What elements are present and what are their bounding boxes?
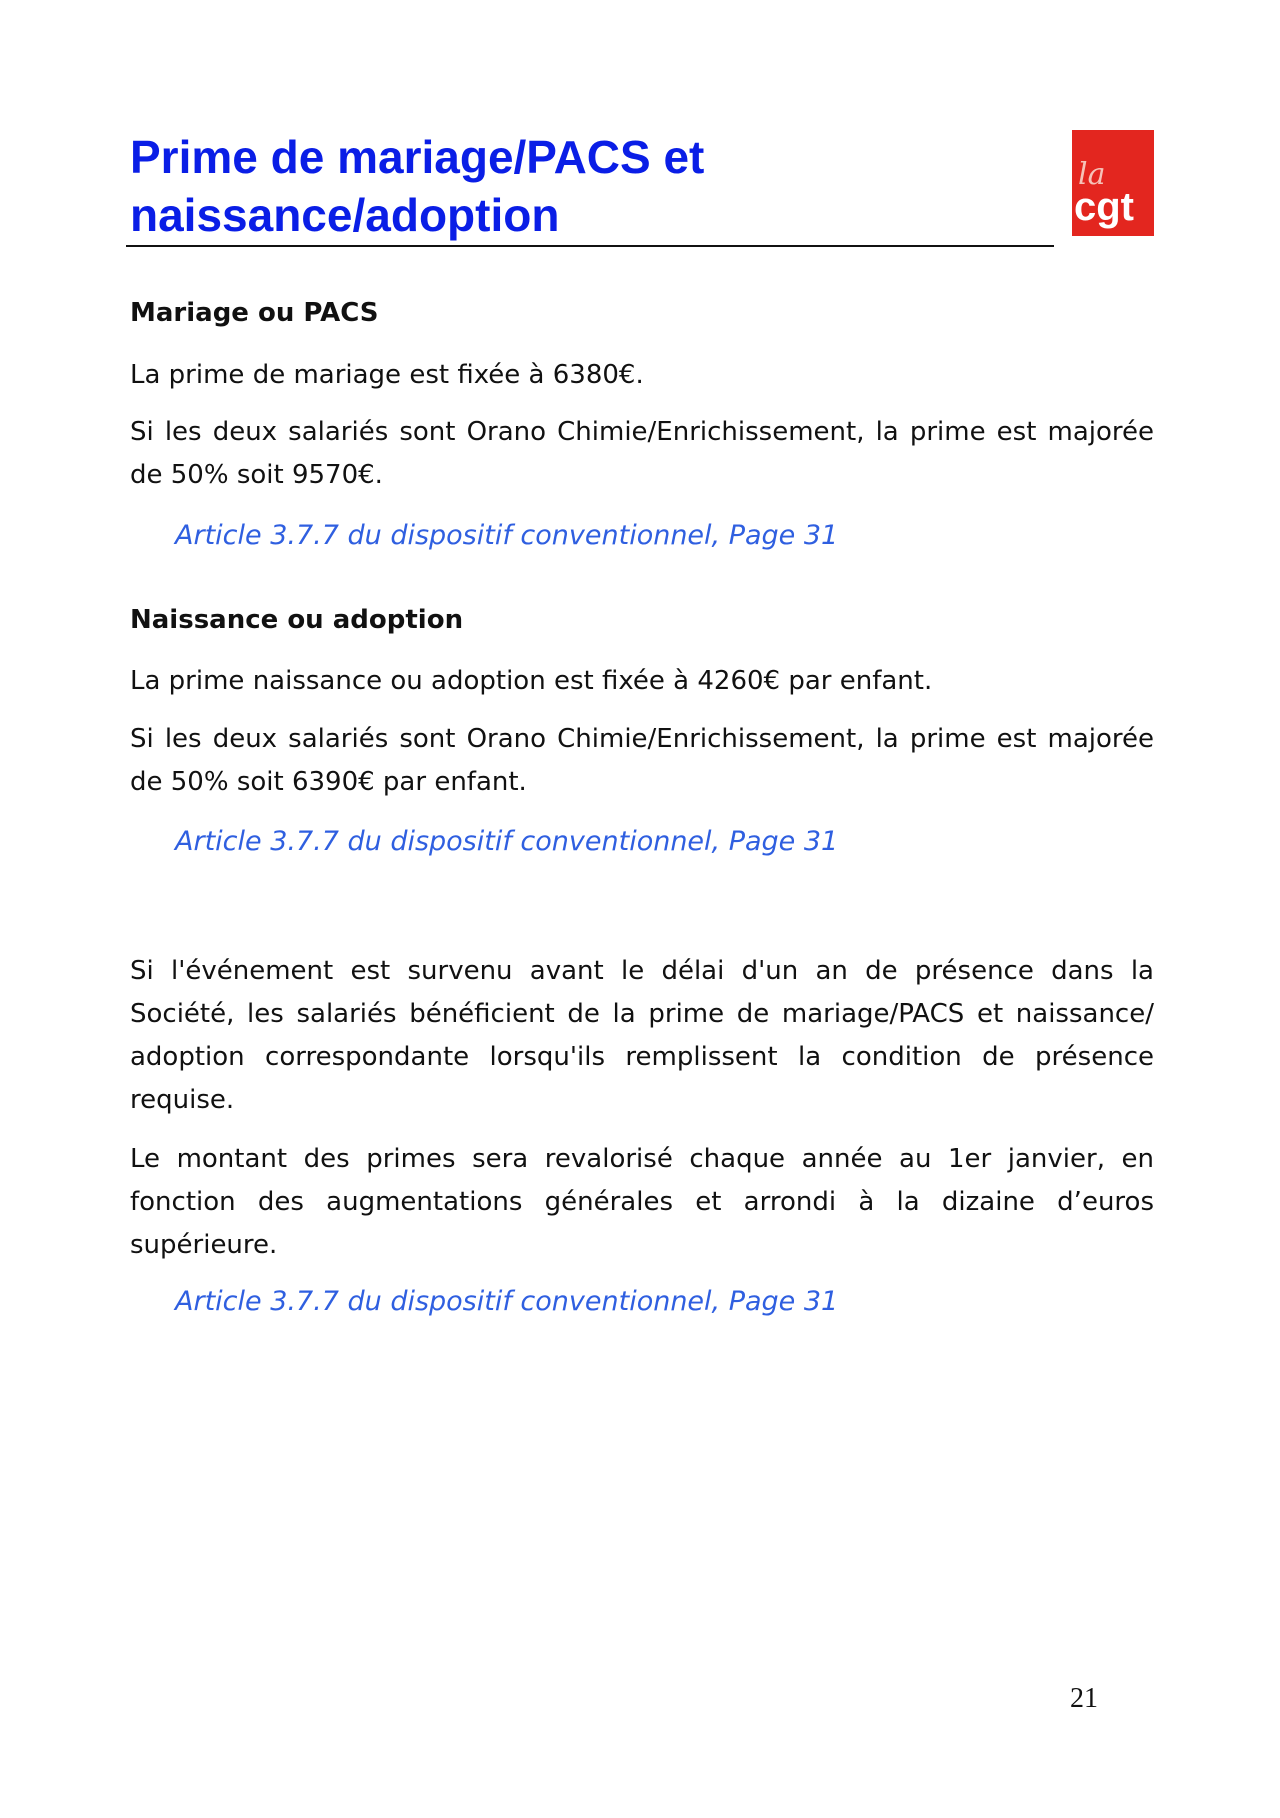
cgt-logo-graphic	[1072, 130, 1154, 236]
cgt-logo	[1072, 130, 1154, 236]
title-line-1: Prime de mariage/PACS et	[130, 131, 705, 183]
general-paragraph-2: Le montant des primes sera revalorisé chaque année au 1er janvier, en fonction des augmentations générales et arrondi à la dizaine d’euros supérieure.	[130, 1144, 1154, 1260]
mariage-paragraph-2: Si les deux salariés sont Orano Chimie/Enrichissement, la prime est majorée de 50% soit 9570€.	[130, 417, 1154, 490]
naissance-paragraph-2: Si les deux salariés sont Orano Chimie/Enrichissement, la prime est majorée de 50% soit 6390€ par enfant.	[130, 724, 1154, 797]
logo-text-la: la	[1078, 157, 1106, 192]
logo-text-cgt: cgt	[1074, 185, 1134, 229]
general-article-reference: Article 3.7.7 du dispositif conventionnel, Page 31	[175, 1286, 839, 1317]
general-paragraph-1: Si l'événement est survenu avant le délai d'un an de présence dans la Société, les salariés bénéficient de la prime de mariage/PACS et naissance/ adoption correspondante lorsqu'ils remplissent la condition de présence requise.	[130, 956, 1154, 1115]
naissance-paragraph-1: La prime naissance ou adoption est fixée à 4260€ par enfant.	[130, 666, 933, 696]
mariage-article-reference: Article 3.7.7 du dispositif conventionnel, Page 31	[175, 520, 839, 551]
page-number: 21	[1070, 1683, 1098, 1714]
title-underline	[126, 245, 1054, 247]
section-heading-mariage: Mariage ou PACS	[130, 298, 379, 328]
title-line-2: naissance/adoption	[130, 189, 560, 241]
page-title	[130, 128, 1050, 244]
naissance-article-reference: Article 3.7.7 du dispositif conventionnel, Page 31	[175, 826, 839, 857]
mariage-paragraph-1: La prime de mariage est fixée à 6380€.	[130, 360, 644, 390]
section-heading-naissance: Naissance ou adoption	[130, 605, 464, 635]
